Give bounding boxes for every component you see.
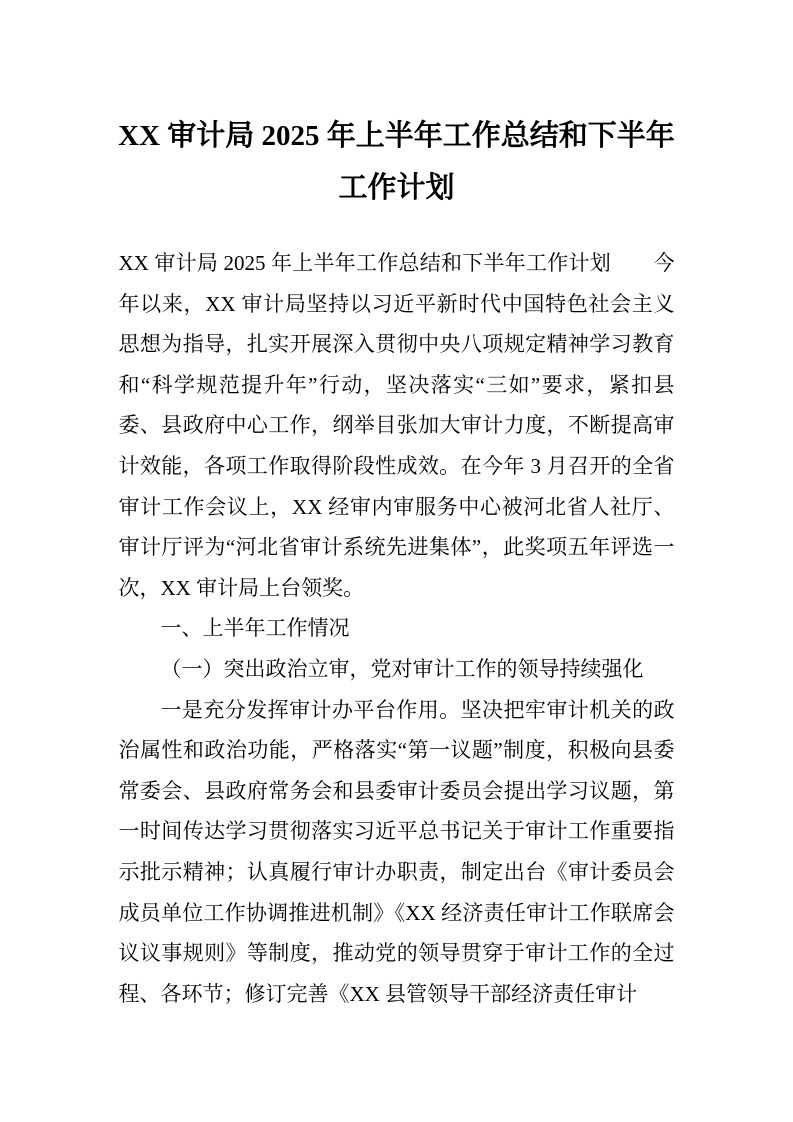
body-paragraph-audit-office-platform: 一是充分发挥审计办平台作用。坚决把牢审计机关的政治属性和政治功能，严格落实“第一议题”制度，积极向县委常委会、县政府常务会和县委审计委员会提出学习议题，第一时间传达学习贯彻落实习近平总书记关于审计工作重要指示批示精神；认真履行审计办职责，制定出台《审计委员会成员单位工作协调推进机制》《XX 经济责任审计工作联席会议议事规则》等制度，推动党的领导贯穿于审计工作的全过程、各环节；修订完善《XX 县管领导干部经济责任审计 [118, 697, 675, 1006]
document-title [56, 110, 737, 214]
document-body [119, 243, 675, 1014]
section-heading-first-half-work: 一、上半年工作情况 [160, 616, 350, 641]
document-title-line-1: XX 审计局 2025 年上半年工作总结和下半年 [118, 120, 675, 152]
subsection-heading-political-audit: （一）突出政治立审，党对审计工作的领导持续强化 [160, 656, 644, 681]
document-title-line-2: 工作计划 [338, 172, 455, 204]
body-paragraph-intro: XX 审计局 2025 年上半年工作总结和下半年工作计划 今年以来，XX 审计局坚持以习近平新时代中国特色社会主义思想为指导，扎实开展深入贯彻中央八项规定精神学习教育和“科学规范提升年”行动，坚决落实“三如”要求，紧扣县委、县政府中心工作，纲举目张加大审计力度，不断提高审计效能，各项工作取得阶段性成效。在今年 3 月召开的全省审计工作会议上，XX 经审内审服务中心被河北省人社厅、审计厅评为“河北省审计系统先进集体”，此奖项五年评选一次，XX 审计局上台领奖。 [118, 251, 675, 600]
